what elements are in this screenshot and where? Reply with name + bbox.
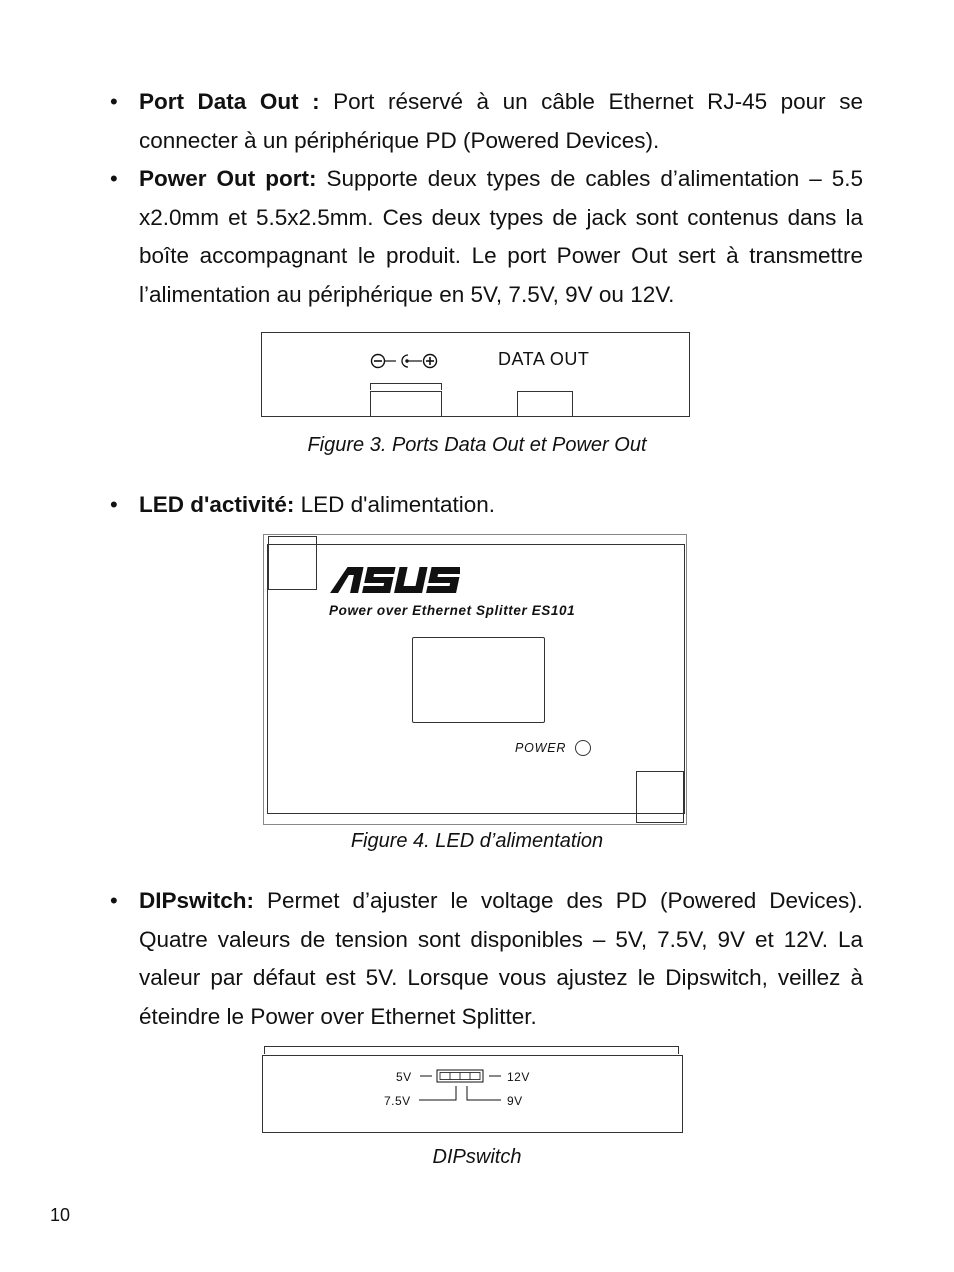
bullet-heading: DIPswitch: [139,888,255,913]
dipswitch-caption: DIPswitch [432,1146,522,1168]
label-9v: 9V [507,1094,523,1108]
bullet-dot: • [110,89,118,114]
power-led-icon [575,740,591,756]
asus-logo [328,565,460,595]
power-polarity-icon [370,351,442,371]
bullet-dipswitch [110,882,863,1042]
label-5v: 5V [396,1070,412,1084]
bullet-dot: • [110,166,118,191]
bullet-text: Supporte deux types de cables d’alimentation – 5.5 x2.0mm et 5.5x2.5mm. Ces deux types de jack sont contenus dans la boîte accompagnant le produit. Le port Power Out sert à transmettre l’alimentation au périphérique en 5V, 7.5V, 9V ou 12V. [139,166,863,307]
bullet-led-activity [110,486,863,526]
page-number: 10 [50,1205,71,1225]
bullet-text: Permet d’ajuster le voltage des PD (Powered Devices). Quatre valeurs de tension sont disponibles – 5V, 7.5V, 9V et 12V. La valeur par défaut est 5V. Lorsque vous ajustez le Dipswitch, veillez à éteindre le Power over Ethernet Splitter. [139,888,863,1029]
dipswitch-icon [263,1056,682,1132]
bullet-heading: Power Out port: [139,166,317,191]
power-label: POWER [515,741,567,755]
figure-dipswitch [262,1046,683,1132]
figure4-caption: Figure 4. LED d’alimentation [350,830,604,852]
corner-square [636,771,684,823]
bullet-text: LED d'alimentation. [294,492,496,517]
label-12v: 12V [507,1070,530,1084]
bullet-heading: Port Data Out : [139,89,320,114]
label-7-5v: 7.5V [384,1094,411,1108]
model-label: Power over Ethernet Splitter ES101 [329,603,576,618]
data-out-label: DATA OUT [498,349,590,369]
figure-led-device [263,534,687,825]
figure-ports-diagram [261,332,690,417]
bullet-power-out-port [110,160,863,320]
device-window [412,637,545,723]
bullet-port-data-out [110,83,863,163]
bullet-dot: • [110,492,118,517]
data-out-port [517,391,573,417]
bullet-text: Port réservé à un câble Ethernet RJ-45 pour se connecter à un périphérique PD (Powered Devices). [139,89,863,153]
bullet-dot: • [110,888,118,913]
corner-square [268,536,317,590]
power-out-port [370,391,442,417]
figure3-caption: Figure 3. Ports Data Out et Power Out [307,434,647,456]
bullet-heading: LED d'activité: [139,492,295,517]
